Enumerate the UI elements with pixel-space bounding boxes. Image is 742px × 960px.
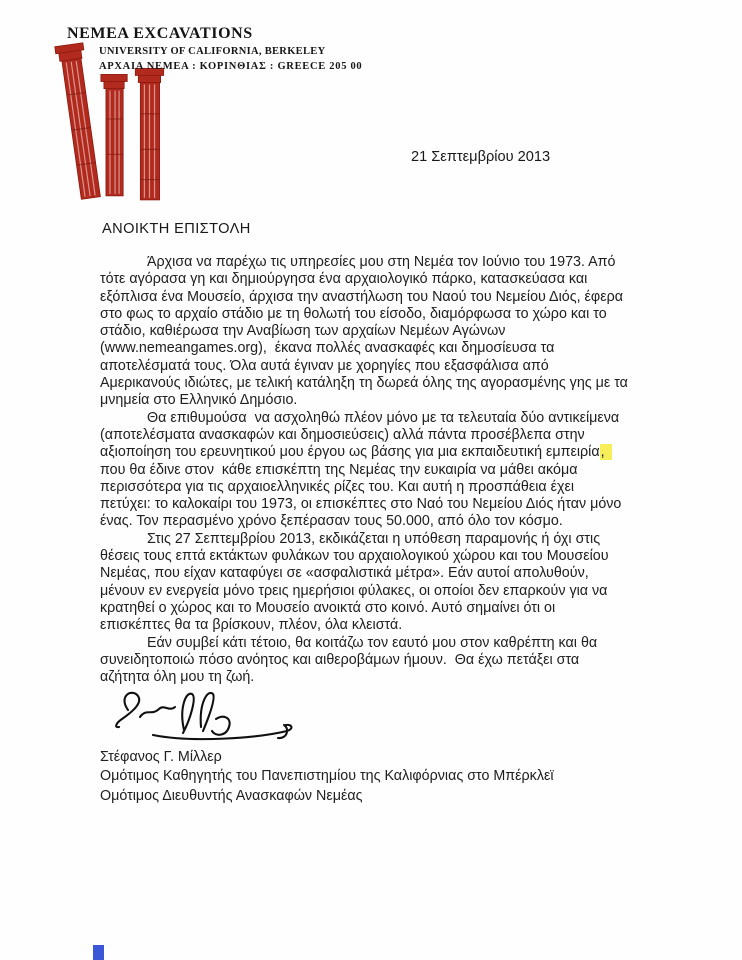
letterhead-address-line: ΑΡΧΑΙΑ ΝΕΜΕΑ : ΚΟΡΙΝΘΙΑΣ : GREECE 205 00	[99, 61, 363, 72]
letter-line: στάδιο, καθιέρωσα την Αναβίωση των αρχαίων Νεμέων Αγώνων	[100, 323, 506, 340]
letter-line: Νεμέας, που είχαν καταφύγει σε «ασφαλιστικά μέτρα». Εάν αυτοί απολυθούν,	[100, 565, 589, 582]
letter-line: αζήτητα όλη μου τη ζωή.	[100, 669, 255, 686]
letter-line: επισκέπτες θα τα βρίσκουν, πλέον, όλα κλειστά.	[100, 617, 403, 634]
organization-name: NEMEA EXCAVATIONS	[67, 25, 253, 42]
letter-line: μένουν εν ενεργεία μόνο τρεις ημερήσιοι φύλακες, οι οποίοι δεν επαρκούν για να	[100, 582, 608, 599]
letter-line: πετύχει: το καλοκαίρι του 1973, οι επισκέπτες στο Ναό του Νεμείου Διός ήταν μόνο	[100, 496, 622, 513]
letter-body	[100, 254, 700, 686]
letter-line: περισσότερα για τις αρχαιοελληνικές ρίζες του. Και αυτή η προσπάθεια έχει	[100, 478, 575, 495]
letter-line: (αποτελέσματα ανασκαφών και δημοσιεύσεις) αλλά πάντα προσέβλεπα στην	[100, 426, 585, 443]
closing-block	[100, 748, 554, 806]
letter-line: Εάν συμβεί κάτι τέτοιο, θα κοιτάζω τον εαυτό μου στον καθρέπτη και θα	[147, 634, 598, 651]
letter-line: θέσεις τους επτά εκτάκτων φυλάκων του αρχαιολογικού χώρου και του Μουσείου	[100, 548, 609, 565]
letter-line: Άρχισα να παρέχω τις υπηρεσίες μου στη Νεμέα τον Ιούνιο του 1973. Από	[147, 254, 616, 270]
letter-line-text: αξιοποίηση του ερευνητικού μου έργου ως βάσης για μια εκπαιδευτική εμπειρία	[100, 444, 600, 461]
letter-line: ένας. Τον περασμένο χρόνο ξεπέρασαν τους 50.000, από όλο τον κόσμο.	[100, 513, 563, 530]
letter-line: που θα έδινε στον κάθε επισκέπτη της Νεμέας την ευκαιρία να μάθει ακόμα	[100, 461, 578, 478]
letter-line: μνημεία στο Ελληνικό Δημόσιο.	[100, 392, 298, 409]
letter-line: τότε αγόρασα γη και δημιούργησα ένα αρχαιολογικό πάρκο, κατασκεύασα και	[100, 271, 588, 288]
blue-scan-artifact	[93, 945, 104, 960]
letter-line: στο φως το αρχαίο στάδιο με τη θολωτή του είσοδο, διαμόρφωσα το χώρο και το	[100, 305, 607, 322]
handwritten-signature-icon	[98, 686, 308, 748]
letter-line: κρατηθεί ο χώρος και το Μουσείο ανοικτά στο κοινό. Αυτό σημαίνει ότι οι	[100, 599, 556, 616]
letter-line: Θα επιθυμούσα να ασχοληθώ πλέον μόνο με τα τελευταία δύο αντικείμενα	[147, 409, 620, 426]
letter-line: (www.nemeangames.org), έκανα πολλές ανασκαφές και δημοσίευσα τα	[100, 340, 555, 357]
yellow-highlight-mark: ,	[600, 444, 612, 460]
letter-line: αποτελέσματά τους. Όλα αυτά έγιναν με χορηγίες που εξασφάλισα από	[100, 357, 549, 374]
letter-line: Αμερικανούς ιδιώτες, με τελική κατάληξη τη δωρεά όλης της αγορασμένης γης με τα	[100, 375, 628, 392]
signer-name: Στέφανος Γ. Μίλλερ	[100, 749, 222, 765]
signer-title-1: Ομότιμος Καθηγητής του Πανεπιστημίου της Καλιφόρνιας στο Μπέρκλεϊ	[100, 768, 554, 785]
letter-salutation: ΑΝΟΙΚΤΗ ΕΠΙΣΤΟΛΗ	[102, 221, 251, 237]
letterhead-university-line: UNIVERSITY OF CALIFORNIA, BERKELEY	[99, 46, 326, 57]
letter-date: 21 Σεπτεμβρίου 2013	[411, 149, 551, 165]
letter-line-with-highlight	[100, 444, 700, 461]
letter-line: Στις 27 Σεπτεμβρίου 2013, εκδικάζεται η υπόθεση παραμονής ή όχι στις	[147, 530, 601, 547]
letter-line: εξόπλισα ένα Μουσείο, άρχισα την αναστήλωση του Ναού του Νεμείου Διός, έφερα	[100, 288, 623, 305]
letter-line: συνειδητοποιώ πόσο ανόητος και αιθεροβάμων ήμουν. Θα έχω πετάξει στα	[100, 651, 580, 668]
signer-title-2: Ομότιμος Διευθυντής Ανασκαφών Νεμέας	[100, 787, 363, 804]
